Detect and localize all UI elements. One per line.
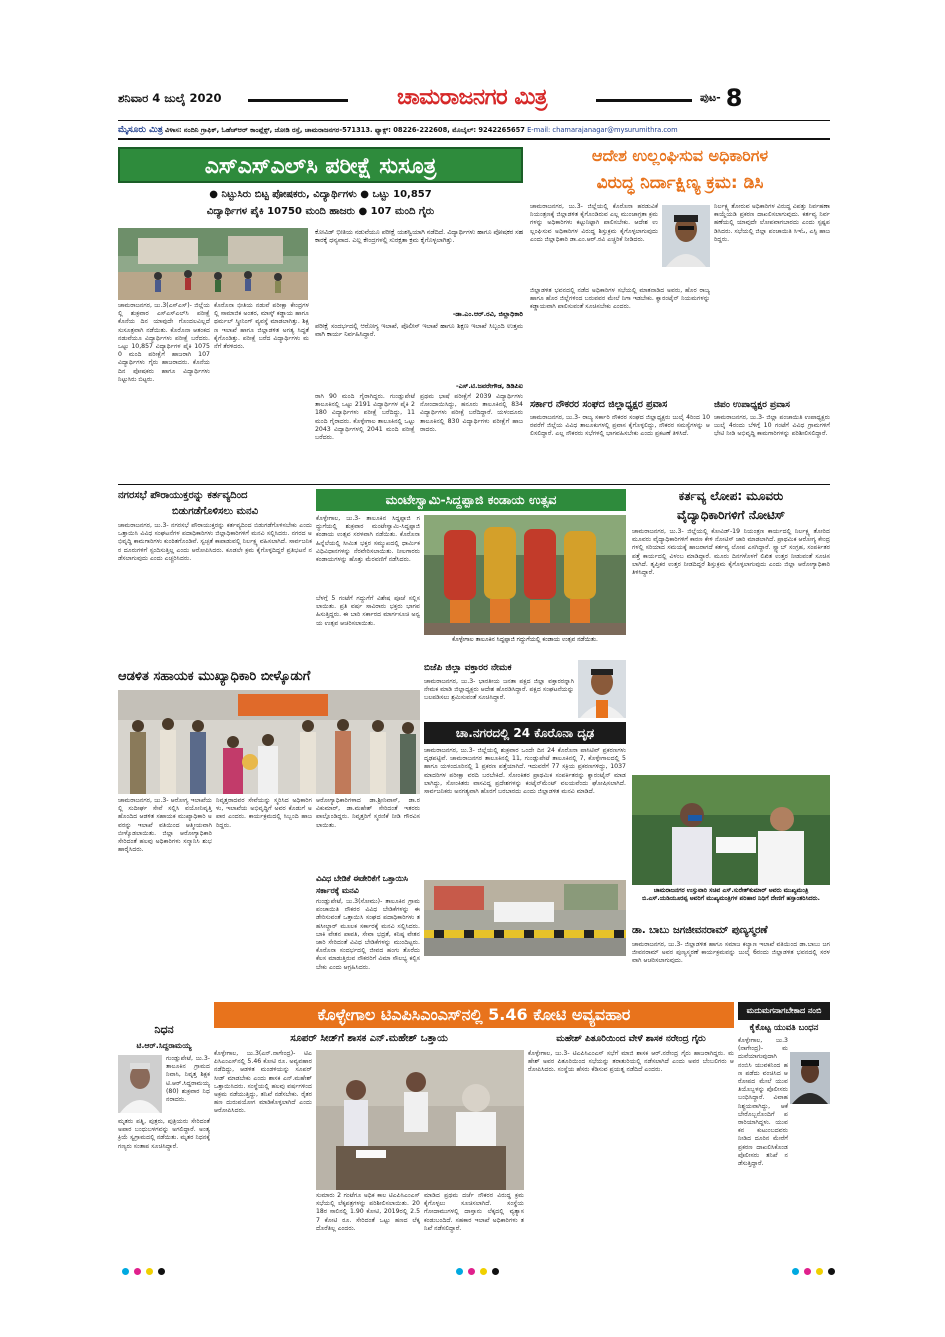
festival-photo-svg <box>424 515 626 635</box>
reg-dot-black <box>828 1268 835 1275</box>
festival-caption: ಕೊಳ್ಳೇಗಾಲ ತಾಲೂಕಿನ ಸಿದ್ದಪ್ಪಾಜಿ ಗದ್ದುಗೆಯಲ್ಲಿ ಕಂಡಾಯ ಉತ್ಸವ ನಡೆಯಿತು. <box>452 636 598 643</box>
sslc-quote-1-by: -ಡಾ.ಎಂ.ಆರ್.ರವಿ, ಜಿಲ್ಲಾಧಿಕಾರಿ <box>452 310 523 318</box>
reg-dot-cyan <box>122 1268 129 1275</box>
doctors-headline-1: ಕರ್ತವ್ಯ ಲೋಪ: ಮೂವರು <box>678 489 784 503</box>
bjp-body: ಚಾಮರಾಜನಗರ, ಜು.3- ಭಾರತೀಯ ಜನತಾ ಪಕ್ಷದ ಜಿಲ್ಲಾ ವಕ್ತಾರರನ್ನಾಗಿ ನೇಮಕ ಮಾಡಿ ಜಿಲ್ಲಾಧ್ಯಕ್ಷರು ಆದೇಶ ಹೊರಡಿಸಿದ್ದಾರೆ. ಪಕ್ಷದ ಸಂಘಟನೆಯನ್ನು ಬಲಪಡಿಸಲು ಶ್ರಮಿಸುವಂತೆ ಸೂಚಿಸಿದ್ದಾರೆ. <box>424 678 574 702</box>
masthead-right-rule <box>596 99 692 102</box>
cm-photo <box>632 775 830 885</box>
festival-body-2: ಬೆಳಗ್ಗೆ 5 ಗಂಟೆಗೆ ಗದ್ದುಗೆಗೆ ವಿಶೇಷ ಪೂಜೆ ಸಲ್ಲಿಸಲಾಯಿತು. ಪ್ರತಿ ವರ್ಷ ಸಾವಿರಾರು ಭಕ್ತರು ಭಾಗವಹಿಸುತ್ತಿದ್ದರು. ಈ ಬಾರಿ ಸರ್ಕಾರದ ಮಾರ್ಗಸೂಚಿ ಅನ್ವಯ ಉತ್ಸವ ಆಚರಿಸಲಾಯಿತು. <box>316 595 420 627</box>
obituary-portrait <box>118 1055 162 1113</box>
dc-body-2: ಜಿಲ್ಲಾಡಳಿತ ಭವನದಲ್ಲಿ ನಡೆದ ಅಧಿಕಾರಿಗಳ ಸಭೆಯಲ್ಲಿ ಮಾತನಾಡಿದ ಅವರು, ಹೊರ ರಾಜ್ಯ ಹಾಗೂ ಹೊರ ಜಿಲ್ಲೆಗಳಿಂದ ಬರುವವರ ಮೇಲೆ ನಿಗಾ ಇಡಬೇಕು. ಕ್ವಾರಂಟೈನ್ ನಿಯಮಗಳನ್ನು ಕಡ್ಡಾಯವಾಗಿ ಪಾಲಿಸುವಂತೆ ಸೂಚಿಸಬೇಕು ಎಂದರು. <box>530 287 710 311</box>
reg-dot-black <box>492 1268 499 1275</box>
commissioner-headline-1: ನಗರಸಭೆ ಪೌರಾಯುಕ್ತರನ್ನು ಕರ್ತವ್ಯದಿಂದ <box>118 490 248 501</box>
commissioner-headline-2: ಬಿಡುಗಡೆಗೊಳಿಸಲು ಮನವಿ <box>171 506 259 517</box>
masthead-left-rule <box>248 99 348 102</box>
tapcms-body-4: ಕೊಳ್ಳೇಗಾಲ, ಜು.3- ಟಿಎಪಿಸಿಎಂಎಸ್ ಸಭೆಗೆ ಮಾಜಿ ಶಾಸಕ ಆರ್.ನರೇಂದ್ರ ಗೈರು ಹಾಜರಾಗಿದ್ದರು. ಮಹೇಶ್ ಅವರ ಪಿತೂರಿಯಿಂದ ಸಭೆಯನ್ನು ತರಾತುರಿಯಲ್ಲಿ ನಡೆಸಲಾಗಿದೆ ಎಂದು ಅವರ ಬೆಂಬಲಿಗರು ಆರೋಪಿಸಿದರು. ಸಂಸ್ಥೆಯ ಹೆಸರು ಕೆಡಿಸುವ ಪ್ರಯತ್ನ ನಡೆದಿದೆ ಎಂದರು. <box>528 1050 734 1074</box>
obituary-headline: ನಿಧನ <box>154 1023 174 1036</box>
dc-body-1: ಚಾಮರಾಜನಗರ, ಜು.3- ಜಿಲ್ಲೆಯಲ್ಲಿ ಕೊರೊನಾ ಹರಡುವಿಕೆ ನಿಯಂತ್ರಣಕ್ಕೆ ಜಿಲ್ಲಾಡಳಿತ ಕೈಗೊಂಡಿರುವ ಎಲ್ಲ ಮುಂಜಾಗ್ರತಾ ಕ್ರಮಗಳನ್ನು ಅಧಿಕಾರಿಗಳು ಕಟ್ಟುನಿಟ್ಟಾಗಿ ಪಾಲಿಸಬೇಕು. ಆದೇಶ ಉಲ್ಲಂಘಿಸುವ ಅಧಿಕಾರಿಗಳ ವಿರುದ್ಧ ಶಿಸ್ತುಕ್ರಮ ಕೈಗೊಳ್ಳಲಾಗುವುದು ಎಂದು ಜಿಲ್ಲಾಧಿಕಾರಿ ಡಾ.ಎಂ.ಆರ್.ರವಿ ಎಚ್ಚರಿಕೆ ನೀಡಿದರು. <box>530 203 658 243</box>
page-number: 8 <box>725 84 743 112</box>
groom-body: ಕೊಳ್ಳೇಗಾಲ, ಜು.3(ನಾಗೇಂದ್ರ)- ಮದುವೆಯಾಗುವುದಾಗಿ ನಂಬಿಸಿ ಯುವಕನಿಂದ ಹಣ ಪಡೆದು ವಂಚಿಸಿದ ಆರೋಪದ ಮೇಲೆ ಯುವತಿಯೊಬ್ಬಳನ್ನು ಪೊಲೀಸರು ಬಂಧಿಸಿದ್ದಾರೆ. ವಿವಾಹ ನಿಶ್ಚಯವಾಗಿದ್ದು, ಆಕೆ ಬೇರೊಬ್ಬನೊಂದಿಗೆ ಪರಾರಿಯಾಗಿದ್ದಳು. ಯುವಕನ ಕುಟುಂಬದವರು ನೀಡಿದ ದೂರಿನ ಮೇರೆಗೆ ಪ್ರಕರಣ ದಾಖಲಿಸಿಕೊಂಡ ಪೊಲೀಸರು ತನಿಖೆ ನಡೆಸುತ್ತಿದ್ದಾರೆ. <box>738 1037 788 1168</box>
reg-dot-yellow <box>480 1268 487 1275</box>
sslc-photo <box>118 228 308 300</box>
imprint-line <box>118 123 830 137</box>
cm-caption: ಚಾಮರಾಜನಗರ ಉಸ್ತುವಾರಿ ಸಚಿವ ಎಸ್.ಸುರೇಶ್‌ಕುಮಾರ್ ಅವರು ಮುಖ್ಯಮಂತ್ರಿ ಬಿ.ಎಸ್.ಯಡಿಯೂರಪ್ಪ ಅವರಿಗೆ ಮುಖ್ಯಮಂತ್ರಿಗಳ ಪರಿಹಾರ ನಿಧಿಗೆ ದೇಣಿಗೆ ಹಸ್ತಾಂತರಿಸಿದರು. <box>642 887 820 902</box>
sslc-photo-svg <box>118 228 308 300</box>
tapcms-photo <box>316 1050 524 1190</box>
tapcms-subhead-left: ಸೂಪರ್ ಸೀಡ್‌ಗೆ ಶಾಸಕ ಎನ್.ಮಹೇಶ್ ಒತ್ತಾಯ <box>290 1033 448 1044</box>
page-label-block <box>700 84 830 114</box>
registration-marks-right <box>792 1268 835 1275</box>
farewell-body-2: ನಿವೃತ್ತರಾದವರ ಸೇವೆಯನ್ನು ಸ್ಮರಿಸಿದ ಅಧಿಕಾರಿಗಳು, ಇಲಾಖೆಯ ಅಭಿವೃದ್ಧಿಗೆ ಅವರ ಕೊಡುಗೆ ಅಪಾರ ಎಂದರು. ಕಾರ್ಯಕ್ರಮದಲ್ಲಿ ಸಿಬ್ಬಂದಿ ಹಾಜರಿದ್ದರು. <box>216 797 312 829</box>
obituary-body-1: ಗುಂಡ್ಲುಪೇಟೆ, ಜು.3- ತಾಲೂಕಿನ ಗ್ರಾಮದ ನಿವಾಸಿ, ನಿವೃತ್ತ ಶಿಕ್ಷಕ ಟಿ.ಆರ್.ಸಿದ್ದರಾಮಯ್ಯ (80) ಶುಕ್ರವಾರ ನಿಧನರಾದರು. <box>166 1055 211 1104</box>
imprint-email: E-mail: chamarajanagar@mysurumithra.com <box>527 126 678 134</box>
festival-body-1: ಕೊಳ್ಳೇಗಾಲ, ಜು.3- ತಾಲೂಕಿನ ಸಿದ್ದಪ್ಪಾಜಿ ಗದ್ದುಗೆಯಲ್ಲಿ ಶುಕ್ರವಾರ ಮಂಟೇಸ್ವಾಮಿ-ಸಿದ್ದಪ್ಪಾಜಿ ಕಂಡಾಯ ಉತ್ಸವ ಸರಳವಾಗಿ ನಡೆಯಿತು. ಕೊರೊನಾ ಹಿನ್ನೆಲೆಯಲ್ಲಿ ಸೀಮಿತ ಭಕ್ತರ ಸಮ್ಮುಖದಲ್ಲಿ ಧಾರ್ಮಿಕ ವಿಧಿವಿಧಾನಗಳನ್ನು ನೆರವೇರಿಸಲಾಯಿತು. ನೀಲಗಾರರು ಕಂಡಾಯಗಳನ್ನು ಹೊತ್ತು ಮೆರವಣಿಗೆ ನಡೆಸಿದರು. <box>316 515 420 564</box>
employees-headline: ಸರ್ಕಾರ ನೌಕರರ ಸಂಘದ ಜಿಲ್ಲಾಧ್ಯಕ್ಷರ ಪ್ರವಾಸ <box>530 399 668 410</box>
reg-dot-magenta <box>134 1268 141 1275</box>
dc-headline-1: ಆದೇಶ ಉಲ್ಲಂಘಿಸುವ ಅಧಿಕಾರಿಗಳ <box>591 146 769 165</box>
obituary-name: ಟಿ.ಆರ್.ಸಿದ್ದರಾಮಯ್ಯ <box>136 1041 192 1050</box>
imprint-bottom-rule <box>118 138 830 140</box>
tapcms-subhead-right: ಮಹೇಶ್ ಪಿತೂರಿಯಿಂದ ವೇಳೆ ಶಾಸಕ ನರೇಂದ್ರ ಗೈರು <box>556 1034 706 1044</box>
dc-body-3: ನಿರ್ಲಕ್ಷ್ಯ ತೋರುವ ಅಧಿಕಾರಿಗಳ ವಿರುದ್ಧ ವಿಪತ್ತು ನಿರ್ವಹಣಾ ಕಾಯ್ದೆಯಡಿ ಪ್ರಕರಣ ದಾಖಲಿಸಲಾಗುವುದು. ಕರ್ತವ್ಯ ನಿರ್ವಹಣೆಯಲ್ಲಿ ಯಾವುದೇ ಲೋಪವಾಗಬಾರದು ಎಂದು ಸ್ಪಷ್ಟಪಡಿಸಿದರು. ಸಭೆಯಲ್ಲಿ ಜಿಲ್ಲಾ ಪಂಚಾಯಿತಿ ಸಿಇಓ, ಎಸ್ಪಿ ಹಾಜರಿದ್ದರು. <box>714 203 830 243</box>
festival-headline: ಮಂಟೇಸ್ವಾಮಿ-ಸಿದ್ದಪ್ಪಾಜಿ ಕಂಡಾಯ ಉತ್ಸವ <box>316 489 626 511</box>
obituary-body-2: ಮೃತರು ಪತ್ನಿ, ಪುತ್ರರು, ಪುತ್ರಿಯರು ಸೇರಿದಂತೆ ಅಪಾರ ಬಂಧುಬಳಗವನ್ನು ಅಗಲಿದ್ದಾರೆ. ಅಂತ್ಯಕ್ರಿಯೆ ಸ್ವಗ್ರಾಮದಲ್ಲಿ ನಡೆಯಿತು. ಮೃತರ ನಿಧನಕ್ಕೆ ಗಣ್ಯರು ಸಂತಾಪ ಸೂಚಿಸಿದ್ದಾರೆ. <box>118 1118 210 1150</box>
dc-headline-2: ವಿರುದ್ಧ ನಿರ್ದಾಕ್ಷಿಣ್ಯ ಕ್ರಮ: ಡಿಸಿ <box>596 173 764 193</box>
groom-headline: ಮದುಮಗನಾಗಬೇಕಾದ ನಂಬಿ <box>738 1002 830 1020</box>
groom-subhead: ಕೈಕೊಟ್ಟ ಯುವತಿ ಬಂಧನ <box>749 1023 819 1033</box>
reg-dot-yellow <box>146 1268 153 1275</box>
sslc-body-1: ಚಾಮರಾಜನಗರ, ಜು.3(ಎಸ್‌ಎಸ್)- ಜಿಲ್ಲೆಯಲ್ಲಿ ಶುಕ್ರವಾರ ಎಸ್‌ಎಸ್‌ಎಲ್‌ಸಿ ಪರೀಕ್ಷೆ ಕೊನೆಯ ದಿನ ಯಾವುದೇ ಗೊಂದಲವಿಲ್ಲದೆ ಸುಸೂತ್ರವಾಗಿ ನಡೆಯಿತು. ಕೊರೊನಾ ಆತಂಕದ ನಡುವೆಯೂ ವಿದ್ಯಾರ್ಥಿಗಳು ಪರೀಕ್ಷೆ ಬರೆದರು. ಒಟ್ಟು 10,857 ವಿದ್ಯಾರ್ಥಿಗಳ ಪೈಕಿ 10750 ಮಂದಿ ಪರೀಕ್ಷೆಗೆ ಹಾಜರಾಗಿ 107 ವಿದ್ಯಾರ್ಥಿಗಳು ಗೈರು ಹಾಜರಾದರು. ಕೊನೆಯ ದಿನ ಪೋಷಕರು ಹಾಗೂ ವಿದ್ಯಾರ್ಥಿಗಳು ನಿಟ್ಟುಸಿರು ಬಿಟ್ಟರು. <box>118 302 210 383</box>
corona-body: ಚಾಮರಾಜನಗರ, ಜು.3- ಜಿಲ್ಲೆಯಲ್ಲಿ ಶುಕ್ರವಾರ ಒಂದೇ ದಿನ 24 ಕೊರೊನಾ ಪಾಸಿಟಿವ್ ಪ್ರಕರಣಗಳು ದೃಢಪಟ್ಟಿವೆ. ಚಾಮರಾಜನಗರ ತಾಲೂಕಿನಲ್ಲಿ 11, ಗುಂಡ್ಲುಪೇಟೆ ತಾಲೂಕಿನಲ್ಲಿ 7, ಕೊಳ್ಳೇಗಾಲದಲ್ಲಿ 5 ಹಾಗೂ ಯಳಂದೂರಿನಲ್ಲಿ 1 ಪ್ರಕರಣ ಪತ್ತೆಯಾಗಿದೆ. ಇದುವರೆಗೆ 77 ಸಕ್ರಿಯ ಪ್ರಕರಣಗಳಿದ್ದು, 1037 ಮಾದರಿಗಳ ಪರೀಕ್ಷಾ ವರದಿ ಬರಬೇಕಿದೆ. ಸೋಂಕಿತರ ಪ್ರಾಥಮಿಕ ಸಂಪರ್ಕಿತರನ್ನು ಕ್ವಾರಂಟೈನ್ ಮಾಡಲಾಗಿದ್ದು, ಸೋಂಕಿತರು ವಾಸವಿದ್ದ ಪ್ರದೇಶಗಳನ್ನು ಕಂಟೈನ್‌ಮೆಂಟ್ ವಲಯವೆಂದು ಘೋಷಿಸಲಾಗಿದೆ. ಸಾರ್ವಜನಿಕರು ಅನಗತ್ಯವಾಗಿ ಹೊರಗೆ ಬರಬಾರದು ಎಂದು ಜಿಲ್ಲಾಡಳಿತ ಮನವಿ ಮಾಡಿದೆ. <box>424 747 626 796</box>
tapcms-body-3: ಮಾಡಿದ ಪ್ರಥಮ ದರ್ಜೆ ನೌಕರರ ವಿರುದ್ಧ ಕ್ರಮ ಕೈಗೊಳ್ಳಲು ಸೂಚಿಸಲಾಗಿದೆ. ಸಂಸ್ಥೆಯ ಗೋದಾಮುಗಳಲ್ಲಿ ದಾಸ್ತಾನು ಲೆಕ್ಕದಲ್ಲಿ ವ್ಯತ್ಯಾಸ ಕಂಡುಬಂದಿದೆ. ಸಹಕಾರ ಇಲಾಖೆ ಅಧಿಕಾರಿಗಳು ತನಿಖೆ ನಡೆಸಲಿದ್ದಾರೆ. <box>424 1192 524 1232</box>
farewell-photo <box>118 690 420 794</box>
demands-body: ಗುಂಡ್ಲುಪೇಟೆ, ಜು.3(ಸೋಮು)- ತಾಲೂಕಿನ ಗ್ರಾಮ ಪಂಚಾಯಿತಿ ನೌಕರರ ವಿವಿಧ ಬೇಡಿಕೆಗಳನ್ನು ಈಡೇರಿಸುವಂತೆ ಒತ್ತಾಯಿಸಿ ಸಂಘದ ಪದಾಧಿಕಾರಿಗಳು ತಹಸೀಲ್ದಾರ್ ಮೂಲಕ ಸರ್ಕಾರಕ್ಕೆ ಮನವಿ ಸಲ್ಲಿಸಿದರು. ಬಾಕಿ ವೇತನ ಪಾವತಿ, ಸೇವಾ ಭದ್ರತೆ, ಕನಿಷ್ಠ ವೇತನ ಜಾರಿ ಸೇರಿದಂತೆ ವಿವಿಧ ಬೇಡಿಕೆಗಳನ್ನು ಮುಂದಿಟ್ಟರು. ಕೊರೊನಾ ಸಂದರ್ಭದಲ್ಲಿ ಜೀವದ ಹಂಗು ತೊರೆದು ಕೆಲಸ ಮಾಡುತ್ತಿರುವ ನೌಕರರಿಗೆ ವಿಮಾ ಸೌಲಭ್ಯ ಕಲ್ಪಿಸಬೇಕು ಎಂದು ಆಗ್ರಹಿಸಿದರು. <box>316 898 420 971</box>
cm-photo-svg <box>632 775 830 885</box>
bjp-headline: ಬಿಜೆಪಿ ಜಿಲ್ಲಾ ವಕ್ತಾರರ ನೇಮಕ <box>424 663 512 673</box>
issue-date: ಶನಿವಾರ 4 ಜುಲೈ 2020 <box>118 91 222 105</box>
commissioner-body: ಚಾಮರಾಜನಗರ, ಜು.3- ನಗರಸಭೆ ಪೌರಾಯುಕ್ತರನ್ನು ಕರ್ತವ್ಯದಿಂದ ಬಿಡುಗಡೆಗೊಳಿಸಬೇಕು ಎಂದು ಒತ್ತಾಯಿಸಿ ವಿವಿಧ ಸಂಘಟನೆಗಳ ಪದಾಧಿಕಾರಿಗಳು ಜಿಲ್ಲಾಧಿಕಾರಿಗಳಿಗೆ ಮನವಿ ಸಲ್ಲಿಸಿದರು. ನಗರದ ಅಭಿವೃದ್ಧಿ ಕಾಮಗಾರಿಗಳು ಕುಂಠಿತಗೊಂಡಿವೆ. ಸ್ವಚ್ಛತೆ ಕಾಪಾಡುವಲ್ಲಿ ನಿರ್ಲಕ್ಷ್ಯ ವಹಿಸಲಾಗಿದೆ. ಸಾರ್ವಜನಿಕರ ದೂರುಗಳಿಗೆ ಸ್ಪಂದಿಸುತ್ತಿಲ್ಲ ಎಂದು ಆರೋಪಿಸಿದರು. ಕೂಡಲೇ ಕ್ರಮ ಕೈಗೊಳ್ಳದಿದ್ದರೆ ಪ್ರತಿಭಟನೆ ನಡೆಸಲಾಗುವುದು ಎಂದು ಎಚ್ಚರಿಸಿದರು. <box>118 522 312 562</box>
babu-body: ಚಾಮರಾಜನಗರ, ಜು.3- ಜಿಲ್ಲಾಡಳಿತ ಹಾಗೂ ಸಮಾಜ ಕಲ್ಯಾಣ ಇಲಾಖೆ ವತಿಯಿಂದ ಡಾ.ಬಾಬು ಜಗಜೀವನರಾಮ್ ಅವರ ಪುಣ್ಯಸ್ಮರಣೆ ಕಾರ್ಯಕ್ರಮವನ್ನು ಜುಲೈ 6ರಂದು ಜಿಲ್ಲಾಡಳಿತ ಭವನದಲ್ಲಿ ಸರಳವಾಗಿ ಆಚರಿಸಲಾಗುವುದು. <box>632 941 830 965</box>
imprint-address: ವಿಳಾಸ: ನಂದಿನಿ ಗ್ರಾಫಿಕ್, ಓಹೆಚ್‌ಆರ್ ಕಾಂಪ್ಲೆಕ್ಸ್, ಜೋಡಿ ರಸ್ತೆ, ಚಾಮರಾಜನಗರ-571313. ಫ್ಯಾಕ್ಸ್: 08226-222608, ಮೊಬೈಲ್: 9242265657 <box>165 126 525 134</box>
imprint-brand: ಮೈಸೂರು ಮಿತ್ರ <box>118 125 163 135</box>
tapcms-body-2: ಸುಮಾರು 2 ಗಂಟೆಗೂ ಅಧಿಕ ಕಾಲ ಟಿಎಪಿಸಿಎಂಎಸ್ ಸಭೆಯಲ್ಲಿ ಲೆಕ್ಕಪತ್ರಗಳನ್ನು ಪರಿಶೀಲಿಸಲಾಯಿತು. 2018ರ ಸಾಲಿನಲ್ಲಿ 1.90 ಕೋಟಿ, 2019ರಲ್ಲಿ 2.57 ಕೋಟಿ ರೂ. ಸೇರಿದಂತೆ ಒಟ್ಟು ಹಣದ ಲೆಕ್ಕ ದೊರೆತಿಲ್ಲ ಎಂದರು. <box>316 1192 420 1232</box>
sslc-body-4: ಪ್ರಥಮ ಭಾಷೆ ಪರೀಕ್ಷೆಗೆ 2039 ವಿದ್ಯಾರ್ಥಿಗಳು ನೋಂದಾಯಿಸಿದ್ದು, ಹನೂರು ತಾಲೂಕಿನಲ್ಲಿ 834 ವಿದ್ಯಾರ್ಥಿಗಳು ಪರೀಕ್ಷೆ ಬರೆದಿದ್ದಾರೆ. ಯಳಂದೂರು ತಾಲೂಕಿನಲ್ಲಿ 830 ವಿದ್ಯಾರ್ಥಿಗಳು ಪರೀಕ್ಷೆಗೆ ಹಾಜರಾದರು. <box>420 393 523 433</box>
sslc-quote-2-by: -ಎಸ್.ಟಿ.ಜವರೇಗೌಡ, ಡಿಡಿಪಿಐ <box>455 382 523 390</box>
groom-portrait <box>790 1052 830 1104</box>
reg-dot-cyan <box>792 1268 799 1275</box>
sslc-body-2: ಕೊರೊನಾ ಭೀತಿಯ ನಡುವೆ ಪರೀಕ್ಷಾ ಕೇಂದ್ರಗಳಲ್ಲಿ ಸಾಮಾಜಿಕ ಅಂತರ, ಮಾಸ್ಕ್ ಕಡ್ಡಾಯ ಹಾಗೂ ಥರ್ಮಲ್ ಸ್ಕ್ರೀನಿಂಗ್ ವ್ಯವಸ್ಥೆ ಮಾಡಲಾಗಿತ್ತು. ಶಿಕ್ಷಣ ಇಲಾಖೆ ಹಾಗೂ ಜಿಲ್ಲಾಡಳಿತ ಅಗತ್ಯ ಸಿದ್ಧತೆ ಕೈಗೊಂಡಿತ್ತು. ಪರೀಕ್ಷೆ ಬರೆದ ವಿದ್ಯಾರ್ಥಿಗಳು ಮನೆಗೆ ತೆರಳಿದರು. <box>214 302 309 351</box>
doctors-body: ಚಾಮರಾಜನಗರ, ಜು.3- ಜಿಲ್ಲೆಯಲ್ಲಿ ಕೋವಿಡ್-19 ನಿಯಂತ್ರಣ ಕಾರ್ಯದಲ್ಲಿ ನಿರ್ಲಕ್ಷ್ಯ ತೋರಿದ ಮೂವರು ವೈದ್ಯಾಧಿಕಾರಿಗಳಿಗೆ ಕಾರಣ ಕೇಳಿ ನೋಟಿಸ್ ಜಾರಿ ಮಾಡಲಾಗಿದೆ. ಪ್ರಾಥಮಿಕ ಆರೋಗ್ಯ ಕೇಂದ್ರಗಳಲ್ಲಿ ಸರಿಯಾದ ಸಮಯಕ್ಕೆ ಹಾಜರಾಗದೆ ಕರ್ತವ್ಯ ಲೋಪ ಎಸಗಿದ್ದಾರೆ. ಸ್ವ್ಯಾಬ್ ಸಂಗ್ರಹ, ಸಂಪರ್ಕಿತರ ಪತ್ತೆ ಕಾರ್ಯದಲ್ಲಿ ವಿಳಂಬ ಮಾಡಿದ್ದಾರೆ. ಮೂರು ದಿನಗಳೊಳಗೆ ಲಿಖಿತ ಉತ್ತರ ನೀಡುವಂತೆ ಸೂಚಿಸಲಾಗಿದೆ. ತೃಪ್ತಿಕರ ಉತ್ತರ ನೀಡದಿದ್ದರೆ ಶಿಸ್ತುಕ್ರಮ ಕೈಗೊಳ್ಳಲಾಗುವುದು ಎಂದು ಜಿಲ್ಲಾ ಆರೋಗ್ಯಾಧಿಕಾರಿ ತಿಳಿಸಿದ್ದಾರೆ. <box>632 528 830 577</box>
employees-body: ಚಾಮರಾಜನಗರ, ಜು.3- ರಾಜ್ಯ ಸರ್ಕಾರಿ ನೌಕರರ ಸಂಘದ ಜಿಲ್ಲಾಧ್ಯಕ್ಷರು ಜುಲೈ 4ರಿಂದ 10ರವರೆಗೆ ಜಿಲ್ಲೆಯ ವಿವಿಧ ತಾಲೂಕುಗಳಲ್ಲಿ ಪ್ರವಾಸ ಕೈಗೊಳ್ಳಲಿದ್ದು, ನೌಕರರ ಸಮಸ್ಯೆಗಳನ್ನು ಆಲಿಸಲಿದ್ದಾರೆ. ಎಲ್ಲ ನೌಕರರು ಸಭೆಗಳಲ್ಲಿ ಭಾಗವಹಿಸಬೇಕು ಎಂದು ಪ್ರಕಟಣೆ ತಿಳಿಸಿದೆ. <box>530 414 710 438</box>
reg-dot-yellow <box>816 1268 823 1275</box>
dc-portrait <box>662 205 710 267</box>
reg-dot-black <box>158 1268 165 1275</box>
sslc-subhead-1: ● ನಿಟ್ಟುಸಿರು ಬಿಟ್ಟ ಪೋಷಕರು, ವಿದ್ಯಾರ್ಥಿಗಳು ● ಒಟ್ಟು 10,857 <box>209 189 432 200</box>
row1-divider <box>118 484 830 485</box>
containment-photo-svg <box>424 880 626 956</box>
tapcms-photo-svg <box>316 1050 524 1190</box>
bjp-portrait-svg <box>578 660 626 718</box>
festival-photo <box>424 515 626 635</box>
zp-body: ಚಾಮರಾಜನಗರ, ಜು.3- ಜಿಲ್ಲಾ ಪಂಚಾಯಿತಿ ಉಪಾಧ್ಯಕ್ಷರು ಜುಲೈ 4ರಂದು ಬೆಳಿಗ್ಗೆ 10 ಗಂಟೆಗೆ ವಿವಿಧ ಗ್ರಾಮಗಳಿಗೆ ಭೇಟಿ ನೀಡಿ ಅಭಿವೃದ್ಧಿ ಕಾಮಗಾರಿಗಳನ್ನು ಪರಿಶೀಲಿಸಲಿದ್ದಾರೆ. <box>714 414 830 438</box>
reg-dot-magenta <box>468 1268 475 1275</box>
corona-headline: ಚಾ.ನಗರದಲ್ಲಿ 24 ಕೊರೊನಾ ದೃಢ <box>424 722 626 744</box>
dc-portrait-svg <box>662 205 710 267</box>
sslc-quote-2: ಪರೀಕ್ಷೆ ಸಂದರ್ಭದಲ್ಲಿ ಆರೋಗ್ಯ ಇಲಾಖೆ, ಪೊಲೀಸ್ ಇಲಾಖೆ ಹಾಗೂ ಶಿಕ್ಷಣ ಇಲಾಖೆ ಸಿಬ್ಬಂದಿ ಉತ್ತಮವಾಗಿ ಕಾರ್ಯ ನಿರ್ವಹಿಸಿದ್ದಾರೆ. <box>315 322 523 339</box>
imprint-top-rule <box>118 120 830 121</box>
farewell-photo-svg <box>118 690 420 794</box>
demands-headline: ವಿವಿಧ ಬೇಡಿಕೆ ಈಡೇರಿಕೆಗೆ ಒತ್ತಾಯಿಸಿ ಸರ್ಕಾರಕ್ಕೆ ಮನವಿ <box>316 874 408 895</box>
doctors-headline-2: ವೈದ್ಯಾಧಿಕಾರಿಗಳಿಗೆ ನೋಟಿಸ್ <box>676 508 786 522</box>
babu-headline: ಡಾ. ಬಾಬು ಜಗಜೀವನರಾಮ್ ಪುಣ್ಯಸ್ಮರಣೆ <box>632 925 768 936</box>
reg-dot-magenta <box>804 1268 811 1275</box>
tapcms-body-1: ಕೊಳ್ಳೇಗಾಲ, ಜು.3(ಎನ್.ನಾಗೇಂದ್ರ)- ಟಿಎಪಿಸಿಎಂಎಸ್‌ನಲ್ಲಿ 5.46 ಕೋಟಿ ರೂ. ಅವ್ಯವಹಾರ ನಡೆದಿದ್ದು, ಆಡಳಿತ ಮಂಡಳಿಯನ್ನು ಸೂಪರ್ ಸೀಡ್ ಮಾಡಬೇಕು ಎಂದು ಶಾಸಕ ಎನ್.ಮಹೇಶ್ ಒತ್ತಾಯಿಸಿದರು. ಸಂಸ್ಥೆಯಲ್ಲಿ ಹಲವು ವರ್ಷಗಳಿಂದ ಅಕ್ರಮ ನಡೆಯುತ್ತಿದ್ದು, ತನಿಖೆ ನಡೆಸಬೇಕು. ರೈತರ ಹಣ ದುರುಪಯೋಗ ಮಾಡಿಕೊಳ್ಳಲಾಗಿದೆ ಎಂದು ಆರೋಪಿಸಿದರು. <box>214 1050 312 1115</box>
bjp-portrait <box>578 660 626 718</box>
zp-headline: ಜಿಪಂ ಉಪಾಧ್ಯಕ್ಷರ ಪ್ರವಾಸ <box>714 400 790 410</box>
sslc-quote-1: ಕೋವಿಡ್ ಭೀತಿಯ ನಡುವೆಯೂ ಪರೀಕ್ಷೆ ಯಶಸ್ವಿಯಾಗಿ ನಡೆದಿದೆ. ವಿದ್ಯಾರ್ಥಿಗಳು ಹಾಗೂ ಪೋಷಕರ ಸಹಕಾರಕ್ಕೆ ಧನ್ಯವಾದ. ಎಲ್ಲ ಕೇಂದ್ರಗಳಲ್ಲಿ ಸುರಕ್ಷತಾ ಕ್ರಮ ಕೈಗೊಳ್ಳಲಾಗಿತ್ತು. <box>315 228 523 245</box>
sslc-body-3: ರಾಗಿ 90 ಮಂದಿ ಗೈರಾಗಿದ್ದರು. ಗುಂಡ್ಲುಪೇಟೆ ತಾಲೂಕಿನಲ್ಲಿ ಒಟ್ಟು 2191 ವಿದ್ಯಾರ್ಥಿಗಳ ಪೈಕಿ 2180 ವಿದ್ಯಾರ್ಥಿಗಳು ಪರೀಕ್ಷೆ ಬರೆದಿದ್ದು, 11 ಮಂದಿ ಗೈರಾದರು. ಕೊಳ್ಳೇಗಾಲ ತಾಲೂಕಿನಲ್ಲಿ ಒಟ್ಟು 2043 ವಿದ್ಯಾರ್ಥಿಗಳಲ್ಲಿ 2041 ಮಂದಿ ಪರೀಕ್ಷೆ ಬರೆದರು. <box>315 393 415 442</box>
containment-photo <box>424 880 626 956</box>
obituary-portrait-svg <box>118 1055 162 1113</box>
registration-marks-center <box>456 1268 499 1275</box>
tapcms-headline: ಕೊಳ್ಳೇಗಾಲ ಟಿಎಪಿಸಿಎಂಎಸ್‌ನಲ್ಲಿ 5.46 ಕೋಟಿ ಅವ್ಯವಹಾರ <box>214 1002 734 1028</box>
page-label: ಪುಟ- <box>700 91 721 104</box>
reg-dot-cyan <box>456 1268 463 1275</box>
sslc-headline: ಎಸ್‌ಎಸ್‌ಎಲ್‌ಸಿ ಪರೀಕ್ಷೆ ಸುಸೂತ್ರ <box>118 147 523 183</box>
farewell-body-1: ಚಾಮರಾಜನಗರ, ಜು.3- ಆರೋಗ್ಯ ಇಲಾಖೆಯಲ್ಲಿ ಸುದೀರ್ಘ ಸೇವೆ ಸಲ್ಲಿಸಿ ವಯೋನಿವೃತ್ತಿ ಹೊಂದಿದ ಆಡಳಿತ ಸಹಾಯಕ ಮುಖ್ಯಾಧಿಕಾರಿ ಅವರನ್ನು ಇಲಾಖೆ ವತಿಯಿಂದ ಆತ್ಮೀಯವಾಗಿ ಬೀಳ್ಕೊಡಲಾಯಿತು. ಜಿಲ್ಲಾ ಆರೋಗ್ಯಾಧಿಕಾರಿ ಸೇರಿದಂತೆ ಹಲವು ಅಧಿಕಾರಿಗಳು ಸನ್ಮಾನಿಸಿ ಶುಭ ಹಾರೈಸಿದರು. <box>118 797 212 854</box>
registration-marks-left <box>122 1268 165 1275</box>
sslc-subhead-2: ವಿದ್ಯಾರ್ಥಿಗಳ ಪೈಕಿ 10750 ಮಂದಿ ಹಾಜರು ● 107 ಮಂದಿ ಗೈರು <box>206 206 435 217</box>
farewell-headline: ಆಡಳಿತ ಸಹಾಯಕ ಮುಖ್ಯಾಧಿಕಾರಿ ಬೀಳ್ಕೊಡುಗೆ <box>118 669 311 684</box>
paper-name: ಚಾಮರಾಜನಗರ ಮಿತ್ರ <box>397 85 547 110</box>
farewell-body-3: ಆರೋಗ್ಯಾಧಿಕಾರಿಗಳಾದ ಡಾ.ಶ್ರೀನಿವಾಸ್, ಡಾ.ರವಿಕುಮಾರ್, ಡಾ.ಮಹೇಶ್ ಸೇರಿದಂತೆ ಇತರರು ಪಾಲ್ಗೊಂಡಿದ್ದರು. ನಿವೃತ್ತರಿಗೆ ಸ್ಮರಣಿಕೆ ನೀಡಿ ಗೌರವಿಸಲಾಯಿತು. <box>316 797 420 829</box>
groom-portrait-svg <box>790 1052 830 1104</box>
